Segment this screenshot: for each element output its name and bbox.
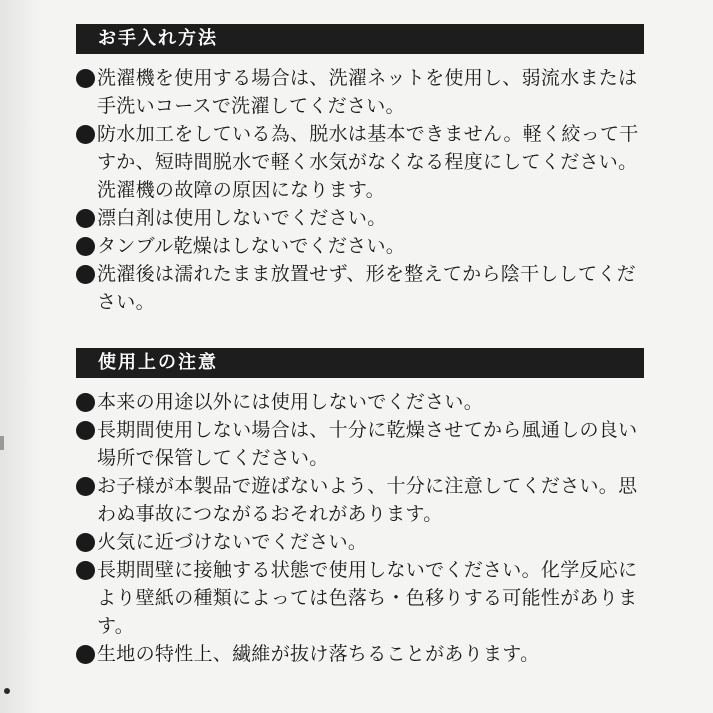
bullet-icon [76,393,95,412]
section-header-usage: 使用上の注意 [76,348,644,378]
list-item-text: お子様が本製品で遊ばないよう、十分に注意してください。思わぬ事故につながるおそれがあります。 [97,475,638,525]
list-item-text: 防水加工をしている為、脱水は基本できません。軽く絞って干すか、短時間脱水で軽く水気がなくなる程度にしてください。洗濯機の故障の原因になります。 [97,123,639,201]
list-item [76,120,644,204]
bullet-icon [76,533,95,552]
list-item [76,260,644,316]
page-edge-shadow [0,0,40,713]
bullet-icon [76,421,95,440]
list-item [76,204,644,232]
list-item [76,388,644,416]
bullet-icon [76,645,95,664]
list-item [76,64,644,120]
bullet-icon [76,125,95,144]
list-item-text: 漂白剤は使用しないでください。 [97,207,387,229]
list-item [76,556,644,640]
list-item [76,472,644,528]
list-item-text: 長期間壁に接触する状態で使用しないでください。化学反応により壁紙の種類によっては色落ち・色移りする可能性があります。 [97,559,638,637]
bullet-icon [76,237,95,256]
list-item-text: 生地の特性上、繊維が抜け落ちることがあります。 [97,643,540,665]
edge-mark [0,436,4,450]
usage-precautions-section [76,348,644,668]
list-item-text: 洗濯機を使用する場合は、洗濯ネットを使用し、弱流水または手洗いコースで洗濯してください。 [97,67,638,117]
section-header-care: お手入れ方法 [76,24,644,54]
list-item [76,416,644,472]
bullet-icon [76,561,95,580]
list-item-text: 洗濯後は濡れたまま放置せず、形を整えてから陰干ししてください。 [97,263,636,313]
list-item [76,640,644,668]
bullet-icon [76,209,95,228]
list-item-text: 本来の用途以外には使用しないでください。 [97,391,484,413]
care-instructions-section [76,24,644,316]
list-item-text: 長期間使用しない場合は、十分に乾燥させてから風通しの良い場所で保管してください。 [97,419,638,469]
list-item [76,528,644,556]
list-item [76,232,644,260]
list-item-text: 火気に近づけないでください。 [97,531,368,553]
bullet-icon [76,69,95,88]
edge-dot [4,688,10,694]
care-instructions-list [76,64,644,316]
bullet-icon [76,477,95,496]
bullet-icon [76,265,95,284]
usage-precautions-list [76,388,644,668]
list-item-text: タンブル乾燥はしないでください。 [97,235,406,257]
